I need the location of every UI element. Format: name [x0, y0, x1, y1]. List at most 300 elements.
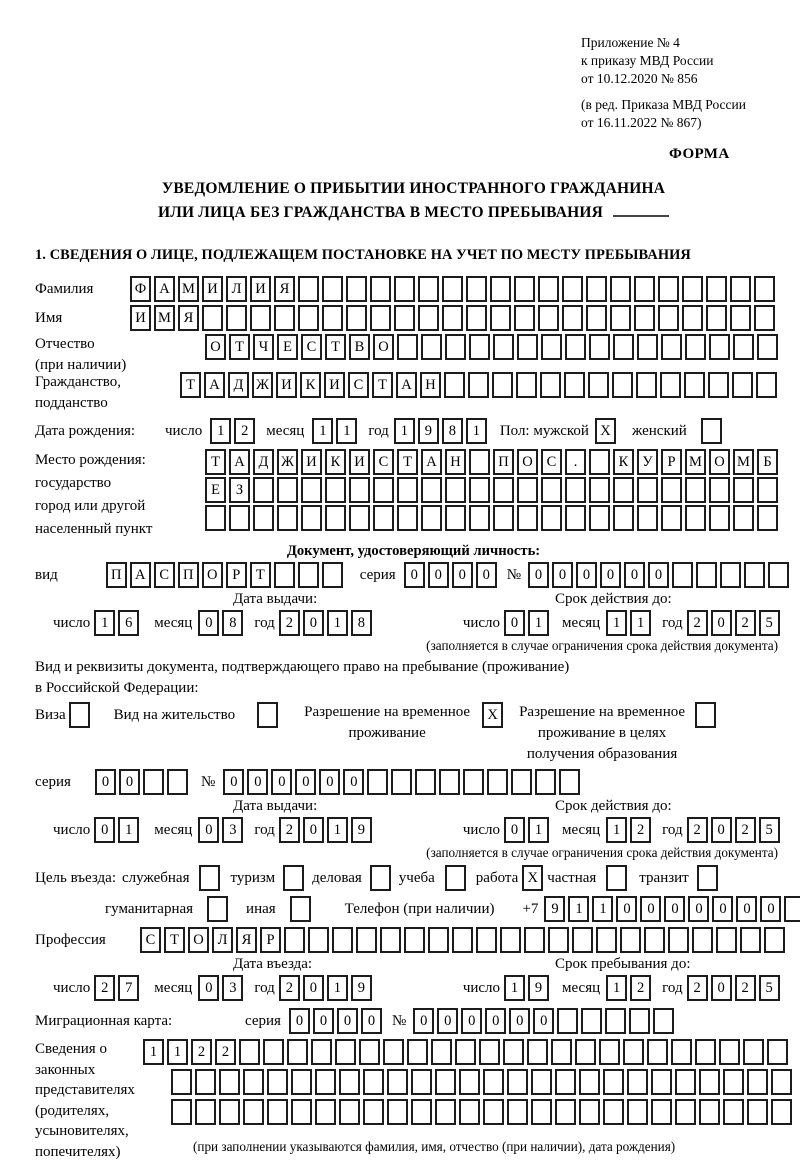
char-cell[interactable]: .: [565, 449, 586, 475]
char-cell[interactable]: Р: [226, 562, 247, 588]
char-cell[interactable]: Ж: [277, 449, 298, 475]
char-cell[interactable]: [557, 1008, 578, 1034]
char-cell[interactable]: [675, 1069, 696, 1095]
char-cell[interactable]: [596, 927, 617, 953]
char-cell[interactable]: [685, 477, 706, 503]
char-cell[interactable]: [767, 1039, 788, 1065]
char-cell[interactable]: 1: [528, 817, 549, 843]
char-cell[interactable]: 5: [759, 975, 780, 1001]
char-cell[interactable]: [229, 505, 250, 531]
char-cell[interactable]: [493, 477, 514, 503]
char-cell[interactable]: [647, 1039, 668, 1065]
char-cell[interactable]: [349, 505, 370, 531]
char-cell[interactable]: [442, 276, 463, 302]
char-cell[interactable]: О: [373, 334, 394, 360]
char-cell[interactable]: 0: [452, 562, 473, 588]
char-cell[interactable]: 5: [759, 610, 780, 636]
char-cell[interactable]: [634, 305, 655, 331]
char-cell[interactable]: [263, 1039, 284, 1065]
char-cell[interactable]: [367, 769, 388, 795]
char-cell[interactable]: И: [324, 372, 345, 398]
char-cell[interactable]: Т: [397, 449, 418, 475]
char-cell[interactable]: [397, 477, 418, 503]
char-cell[interactable]: [589, 505, 610, 531]
char-cell[interactable]: 2: [234, 418, 255, 444]
char-cell[interactable]: 1: [466, 418, 487, 444]
char-cell[interactable]: [487, 769, 508, 795]
char-cell[interactable]: [757, 334, 778, 360]
char-cell[interactable]: 1: [528, 610, 549, 636]
char-cell[interactable]: [253, 505, 274, 531]
char-cell[interactable]: А: [229, 449, 250, 475]
char-cell[interactable]: [332, 927, 353, 953]
char-cell[interactable]: [653, 1008, 674, 1034]
char-cell[interactable]: [682, 276, 703, 302]
char-cell[interactable]: [483, 1069, 504, 1095]
char-cell[interactable]: [387, 1069, 408, 1095]
char-cell[interactable]: [291, 1069, 312, 1095]
char-cell[interactable]: [483, 1099, 504, 1125]
char-cell[interactable]: [637, 477, 658, 503]
char-cell[interactable]: Ф: [130, 276, 151, 302]
char-cell[interactable]: [588, 372, 609, 398]
char-cell[interactable]: [706, 276, 727, 302]
char-cell[interactable]: 1: [327, 610, 348, 636]
char-cell[interactable]: 3: [222, 975, 243, 1001]
char-cell[interactable]: [589, 477, 610, 503]
char-cell[interactable]: [373, 477, 394, 503]
char-cell[interactable]: [756, 372, 777, 398]
char-cell[interactable]: О: [188, 927, 209, 953]
char-cell[interactable]: А: [204, 372, 225, 398]
char-cell[interactable]: 1: [606, 817, 627, 843]
char-cell[interactable]: [555, 1099, 576, 1125]
char-cell[interactable]: [490, 276, 511, 302]
char-cell[interactable]: 0: [476, 562, 497, 588]
char-cell[interactable]: [671, 1039, 692, 1065]
char-cell[interactable]: [562, 276, 583, 302]
char-cell[interactable]: [610, 276, 631, 302]
char-cell[interactable]: 0: [319, 769, 340, 795]
char-cell[interactable]: Т: [250, 562, 271, 588]
char-cell[interactable]: [743, 1039, 764, 1065]
char-cell[interactable]: Т: [372, 372, 393, 398]
char-cell[interactable]: [661, 477, 682, 503]
char-cell[interactable]: [507, 1069, 528, 1095]
char-cell[interactable]: [716, 927, 737, 953]
char-cell[interactable]: [171, 1099, 192, 1125]
char-cell[interactable]: [564, 372, 585, 398]
char-cell[interactable]: О: [517, 449, 538, 475]
char-cell[interactable]: 2: [687, 610, 708, 636]
char-cell[interactable]: [346, 276, 367, 302]
char-cell[interactable]: [421, 505, 442, 531]
char-cell[interactable]: [541, 505, 562, 531]
char-cell[interactable]: П: [106, 562, 127, 588]
char-cell[interactable]: Н: [420, 372, 441, 398]
char-cell[interactable]: 0: [461, 1008, 482, 1034]
char-cell[interactable]: 9: [544, 896, 565, 922]
char-cell[interactable]: Ж: [252, 372, 273, 398]
char-cell[interactable]: [322, 276, 343, 302]
char-cell[interactable]: [503, 1039, 524, 1065]
char-cell[interactable]: 2: [191, 1039, 212, 1065]
char-cell[interactable]: [226, 305, 247, 331]
char-cell[interactable]: [435, 1069, 456, 1095]
char-cell[interactable]: 0: [303, 610, 324, 636]
char-cell[interactable]: [469, 449, 490, 475]
char-cell[interactable]: [339, 1099, 360, 1125]
char-cell[interactable]: [559, 769, 580, 795]
char-cell[interactable]: [720, 562, 741, 588]
char-cell[interactable]: О: [709, 449, 730, 475]
char-cell[interactable]: 1: [118, 817, 139, 843]
char-cell[interactable]: [356, 927, 377, 953]
char-cell[interactable]: [709, 505, 730, 531]
char-cell[interactable]: [634, 276, 655, 302]
char-cell[interactable]: [511, 769, 532, 795]
char-cell[interactable]: [623, 1039, 644, 1065]
char-cell[interactable]: [620, 927, 641, 953]
char-cell[interactable]: [699, 1099, 720, 1125]
char-cell[interactable]: [541, 477, 562, 503]
char-cell[interactable]: А: [396, 372, 417, 398]
char-cell[interactable]: В: [349, 334, 370, 360]
char-cell[interactable]: [695, 1039, 716, 1065]
char-cell[interactable]: [466, 276, 487, 302]
char-cell[interactable]: [575, 1039, 596, 1065]
char-cell[interactable]: [548, 927, 569, 953]
char-cell[interactable]: [757, 505, 778, 531]
char-cell[interactable]: [517, 505, 538, 531]
char-cell[interactable]: 0: [711, 610, 732, 636]
char-cell[interactable]: [709, 477, 730, 503]
char-cell[interactable]: [500, 927, 521, 953]
char-cell[interactable]: 0: [528, 562, 549, 588]
char-cell[interactable]: [287, 1039, 308, 1065]
char-cell[interactable]: [637, 334, 658, 360]
char-cell[interactable]: [579, 1069, 600, 1095]
char-cell[interactable]: Т: [325, 334, 346, 360]
char-cell[interactable]: 1: [606, 610, 627, 636]
char-cell[interactable]: [516, 372, 537, 398]
char-cell[interactable]: [253, 477, 274, 503]
char-cell[interactable]: 1: [312, 418, 333, 444]
char-cell[interactable]: 0: [271, 769, 292, 795]
char-cell[interactable]: 2: [735, 975, 756, 1001]
char-cell[interactable]: Е: [277, 334, 298, 360]
char-cell[interactable]: 0: [119, 769, 140, 795]
char-cell[interactable]: 0: [711, 975, 732, 1001]
char-cell[interactable]: 8: [351, 610, 372, 636]
char-cell[interactable]: [459, 1069, 480, 1095]
char-cell[interactable]: [493, 505, 514, 531]
char-cell[interactable]: [740, 927, 761, 953]
char-cell[interactable]: 0: [533, 1008, 554, 1034]
char-cell[interactable]: 1: [167, 1039, 188, 1065]
char-cell[interactable]: [442, 305, 463, 331]
char-cell[interactable]: [538, 276, 559, 302]
char-cell[interactable]: [346, 305, 367, 331]
char-cell[interactable]: 2: [94, 975, 115, 1001]
char-cell[interactable]: [479, 1039, 500, 1065]
char-cell[interactable]: А: [421, 449, 442, 475]
char-cell[interactable]: 9: [351, 975, 372, 1001]
char-cell[interactable]: [709, 334, 730, 360]
char-cell[interactable]: [708, 372, 729, 398]
char-cell[interactable]: [706, 305, 727, 331]
char-cell[interactable]: Р: [661, 449, 682, 475]
char-cell[interactable]: [684, 372, 705, 398]
char-cell[interactable]: 6: [118, 610, 139, 636]
char-cell[interactable]: [651, 1099, 672, 1125]
char-cell[interactable]: [660, 372, 681, 398]
char-cell[interactable]: У: [637, 449, 658, 475]
char-cell[interactable]: [397, 505, 418, 531]
char-cell[interactable]: 0: [289, 1008, 310, 1034]
char-cell[interactable]: 1: [394, 418, 415, 444]
char-cell[interactable]: 0: [223, 769, 244, 795]
char-cell[interactable]: 1: [504, 975, 525, 1001]
char-cell[interactable]: [730, 305, 751, 331]
char-cell[interactable]: 2: [687, 817, 708, 843]
char-cell[interactable]: [455, 1039, 476, 1065]
char-cell[interactable]: [535, 769, 556, 795]
char-cell[interactable]: [555, 1069, 576, 1095]
char-cell[interactable]: 0: [736, 896, 757, 922]
char-cell[interactable]: [383, 1039, 404, 1065]
char-cell[interactable]: [335, 1039, 356, 1065]
char-cell[interactable]: П: [178, 562, 199, 588]
char-cell[interactable]: [445, 505, 466, 531]
char-cell[interactable]: 1: [568, 896, 589, 922]
char-cell[interactable]: [239, 1039, 260, 1065]
char-cell[interactable]: [311, 1039, 332, 1065]
char-cell[interactable]: К: [613, 449, 634, 475]
char-cell[interactable]: [579, 1099, 600, 1125]
char-cell[interactable]: [291, 1099, 312, 1125]
char-cell[interactable]: [629, 1008, 650, 1034]
char-cell[interactable]: [538, 305, 559, 331]
char-cell[interactable]: [143, 769, 164, 795]
char-cell[interactable]: [428, 927, 449, 953]
char-cell[interactable]: [466, 305, 487, 331]
char-cell[interactable]: 0: [504, 610, 525, 636]
char-cell[interactable]: [658, 276, 679, 302]
char-cell[interactable]: 2: [279, 817, 300, 843]
char-cell[interactable]: 0: [198, 610, 219, 636]
char-cell[interactable]: [274, 562, 295, 588]
char-cell[interactable]: 5: [759, 817, 780, 843]
char-cell[interactable]: [444, 372, 465, 398]
char-cell[interactable]: [167, 769, 188, 795]
char-cell[interactable]: [636, 372, 657, 398]
char-cell[interactable]: [445, 477, 466, 503]
char-cell[interactable]: [599, 1039, 620, 1065]
char-cell[interactable]: 2: [630, 817, 651, 843]
char-cell[interactable]: С: [301, 334, 322, 360]
char-cell[interactable]: [744, 562, 765, 588]
char-cell[interactable]: 0: [616, 896, 637, 922]
char-cell[interactable]: [407, 1039, 428, 1065]
char-cell[interactable]: [768, 562, 789, 588]
char-cell[interactable]: [219, 1069, 240, 1095]
char-cell[interactable]: [439, 769, 460, 795]
char-cell[interactable]: [562, 305, 583, 331]
char-cell[interactable]: [219, 1099, 240, 1125]
char-cell[interactable]: [277, 505, 298, 531]
char-cell[interactable]: [363, 1069, 384, 1095]
char-cell[interactable]: 0: [552, 562, 573, 588]
char-cell[interactable]: [493, 334, 514, 360]
char-cell[interactable]: [733, 477, 754, 503]
char-cell[interactable]: 0: [437, 1008, 458, 1034]
char-cell[interactable]: И: [276, 372, 297, 398]
char-cell[interactable]: [370, 276, 391, 302]
char-cell[interactable]: 0: [303, 975, 324, 1001]
char-cell[interactable]: [298, 562, 319, 588]
char-cell[interactable]: Я: [274, 276, 295, 302]
char-cell[interactable]: 0: [600, 562, 621, 588]
char-cell[interactable]: [243, 1099, 264, 1125]
char-cell[interactable]: [675, 1099, 696, 1125]
char-cell[interactable]: Я: [236, 927, 257, 953]
char-cell[interactable]: [195, 1099, 216, 1125]
char-cell[interactable]: Б: [757, 449, 778, 475]
char-cell[interactable]: [277, 477, 298, 503]
char-cell[interactable]: [696, 562, 717, 588]
char-cell[interactable]: [747, 1099, 768, 1125]
char-cell[interactable]: С: [348, 372, 369, 398]
char-cell[interactable]: [603, 1099, 624, 1125]
char-cell[interactable]: 8: [222, 610, 243, 636]
char-cell[interactable]: [468, 372, 489, 398]
char-cell[interactable]: [586, 276, 607, 302]
char-cell[interactable]: [605, 1008, 626, 1034]
char-cell[interactable]: [637, 505, 658, 531]
char-cell[interactable]: [723, 1099, 744, 1125]
char-cell[interactable]: 0: [504, 817, 525, 843]
char-cell[interactable]: [733, 505, 754, 531]
char-cell[interactable]: 0: [95, 769, 116, 795]
char-cell[interactable]: [658, 305, 679, 331]
char-cell[interactable]: [517, 477, 538, 503]
char-cell[interactable]: [411, 1069, 432, 1095]
char-cell[interactable]: 0: [428, 562, 449, 588]
char-cell[interactable]: [507, 1099, 528, 1125]
char-cell[interactable]: 1: [630, 610, 651, 636]
char-cell[interactable]: 1: [606, 975, 627, 1001]
char-cell[interactable]: [250, 305, 271, 331]
char-cell[interactable]: [301, 505, 322, 531]
char-cell[interactable]: И: [349, 449, 370, 475]
char-cell[interactable]: 0: [760, 896, 781, 922]
char-cell[interactable]: 0: [247, 769, 268, 795]
char-cell[interactable]: С: [373, 449, 394, 475]
char-cell[interactable]: 0: [485, 1008, 506, 1034]
char-cell[interactable]: [298, 276, 319, 302]
char-cell[interactable]: 0: [640, 896, 661, 922]
char-cell[interactable]: З: [229, 477, 250, 503]
char-cell[interactable]: 9: [528, 975, 549, 1001]
char-cell[interactable]: Д: [228, 372, 249, 398]
char-cell[interactable]: [572, 927, 593, 953]
char-cell[interactable]: [476, 927, 497, 953]
char-cell[interactable]: [661, 505, 682, 531]
char-cell[interactable]: [603, 1069, 624, 1095]
char-cell[interactable]: 0: [337, 1008, 358, 1034]
char-cell[interactable]: 0: [198, 817, 219, 843]
char-cell[interactable]: [565, 334, 586, 360]
char-cell[interactable]: Т: [205, 449, 226, 475]
char-cell[interactable]: [339, 1069, 360, 1095]
char-cell[interactable]: 0: [624, 562, 645, 588]
char-cell[interactable]: И: [250, 276, 271, 302]
char-cell[interactable]: К: [325, 449, 346, 475]
char-cell[interactable]: [469, 477, 490, 503]
char-cell[interactable]: [531, 1069, 552, 1095]
char-cell[interactable]: 0: [664, 896, 685, 922]
char-cell[interactable]: [627, 1099, 648, 1125]
char-cell[interactable]: [723, 1069, 744, 1095]
char-cell[interactable]: 9: [351, 817, 372, 843]
char-cell[interactable]: [298, 305, 319, 331]
char-cell[interactable]: 8: [442, 418, 463, 444]
char-cell[interactable]: 1: [94, 610, 115, 636]
char-cell[interactable]: 0: [712, 896, 733, 922]
char-cell[interactable]: [469, 334, 490, 360]
char-cell[interactable]: [315, 1099, 336, 1125]
char-cell[interactable]: [315, 1069, 336, 1095]
char-cell[interactable]: Ч: [253, 334, 274, 360]
char-cell[interactable]: [527, 1039, 548, 1065]
char-cell[interactable]: [387, 1099, 408, 1125]
char-cell[interactable]: М: [154, 305, 175, 331]
char-cell[interactable]: [586, 305, 607, 331]
char-cell[interactable]: П: [493, 449, 514, 475]
char-cell[interactable]: [661, 334, 682, 360]
char-cell[interactable]: [397, 334, 418, 360]
char-cell[interactable]: [644, 927, 665, 953]
char-cell[interactable]: 1: [327, 975, 348, 1001]
char-cell[interactable]: 0: [295, 769, 316, 795]
char-cell[interactable]: Л: [212, 927, 233, 953]
char-cell[interactable]: 2: [735, 817, 756, 843]
char-cell[interactable]: [195, 1069, 216, 1095]
char-cell[interactable]: [452, 927, 473, 953]
char-cell[interactable]: [754, 276, 775, 302]
char-cell[interactable]: 1: [336, 418, 357, 444]
char-cell[interactable]: [685, 505, 706, 531]
char-cell[interactable]: [445, 334, 466, 360]
char-cell[interactable]: К: [300, 372, 321, 398]
char-cell[interactable]: Т: [164, 927, 185, 953]
char-cell[interactable]: [732, 372, 753, 398]
char-cell[interactable]: [692, 927, 713, 953]
char-cell[interactable]: Т: [229, 334, 250, 360]
char-cell[interactable]: М: [733, 449, 754, 475]
char-cell[interactable]: [435, 1099, 456, 1125]
char-cell[interactable]: [531, 1099, 552, 1125]
char-cell[interactable]: 1: [143, 1039, 164, 1065]
char-cell[interactable]: [463, 769, 484, 795]
char-cell[interactable]: [469, 505, 490, 531]
char-cell[interactable]: [370, 305, 391, 331]
char-cell[interactable]: [733, 334, 754, 360]
char-cell[interactable]: [682, 305, 703, 331]
char-cell[interactable]: [325, 477, 346, 503]
char-cell[interactable]: О: [205, 334, 226, 360]
